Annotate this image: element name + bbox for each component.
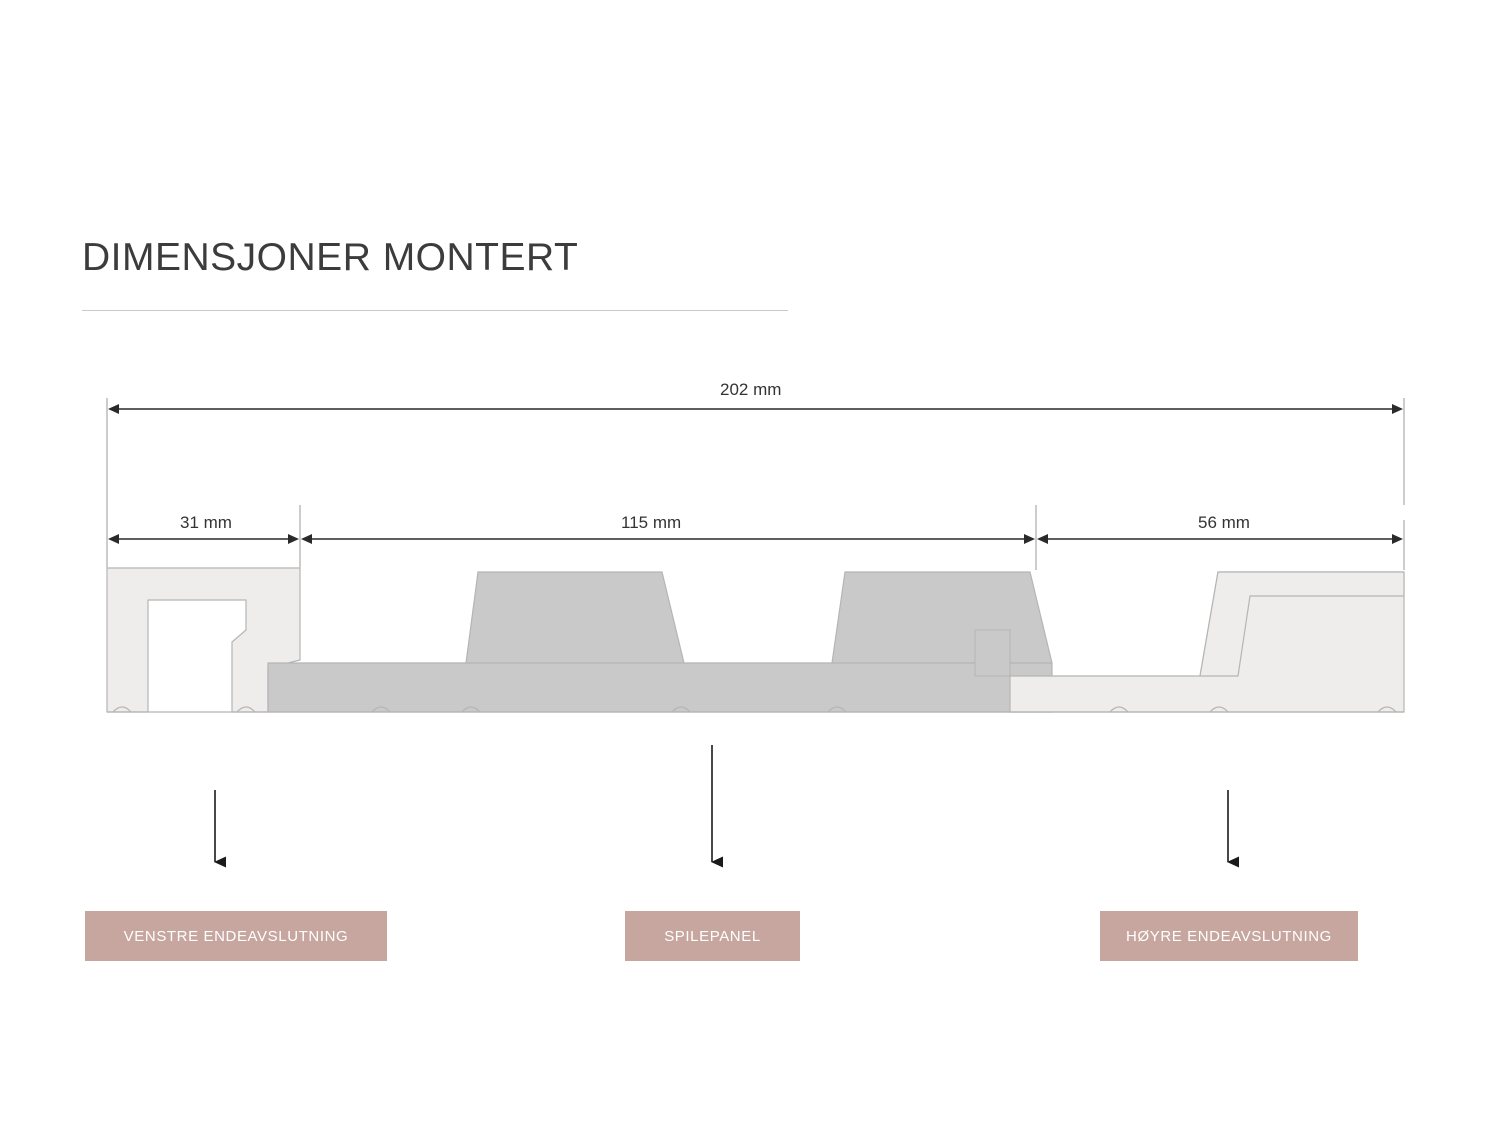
page-title: DIMENSJONER MONTERT [82,236,579,279]
right-joint-detail [975,630,1010,676]
dimension-right-label: 56 mm [1198,513,1250,532]
callout-label-left: VENSTRE ENDEAVSLUTNING [85,911,387,961]
slat-panel-profile [268,572,1052,712]
dimension-left-label: 31 mm [180,513,232,532]
right-end-cap-profile [1010,572,1404,712]
dimension-middle-label: 115 mm [621,513,682,532]
callout-arrows [215,745,1228,862]
dimension-total-label: 202 mm [720,380,782,399]
callout-label-middle: SPILEPANEL [625,911,800,961]
callout-label-right: HØYRE ENDEAVSLUTNING [1100,911,1358,961]
